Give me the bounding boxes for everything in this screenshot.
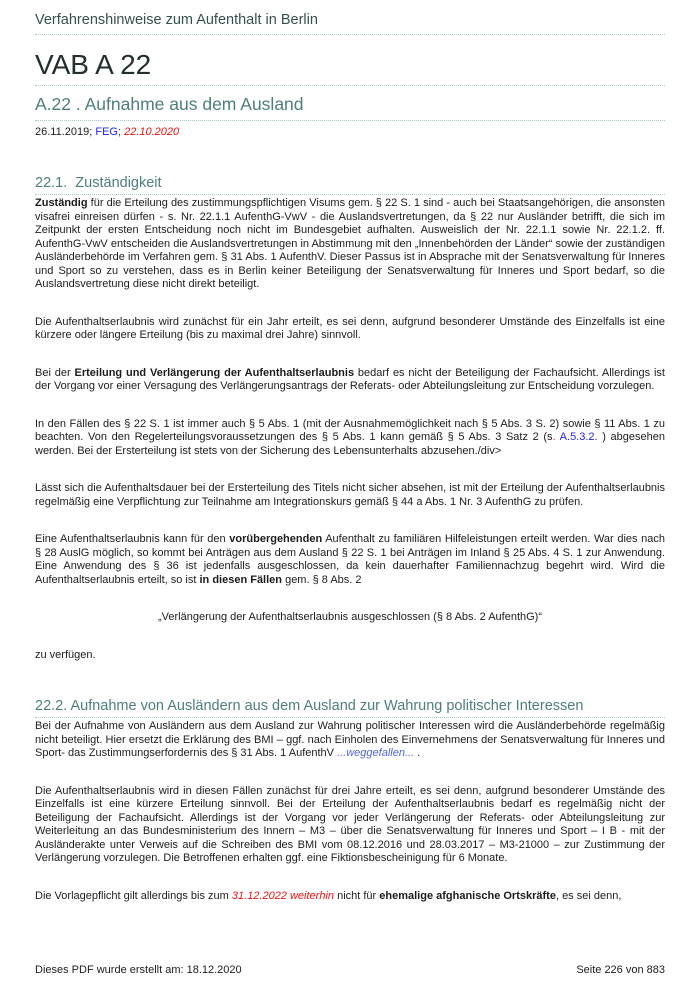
deadline-date-red: 31.12.2022 weiterhin <box>231 889 335 902</box>
text-run: gem. § 8 Abs. 2 <box>282 573 362 586</box>
text-run: ehemalige afghanische Ortskräfte <box>379 889 556 902</box>
text-run: bedarf es nicht der Beteiligung der Fachaufsicht. Allerdings ist der Vorgang vor einer Versagung des Verlängerungsantrags der Referats- oder Abteilungsleitung zur Entscheidung vorzulegen. <box>35 366 665 392</box>
document-header <box>35 12 665 139</box>
text-run: Zuständig <box>35 197 88 209</box>
document-title: Verfahrenshinweise zum Aufenthalt in Berlin <box>35 12 665 35</box>
section-heading-22-1: 22.1. Zuständigkeit <box>35 175 665 195</box>
text-run: 26.11.2019; <box>35 126 96 138</box>
paragraph <box>35 418 665 459</box>
text-run: Bei der Aufnahme von Ausländern aus dem Ausland zur Wahrung politischer Interessen wird die Ausländerbehörde regelmäßig nicht beteiligt. Hier ersetzt die Erklärung des BMI – ggf. nach Einholen des Einvernehmens der Senatsverwaltung für Inneres und Sport- das Zustimmungserfordernis des § 31 Abs. 1 AufenthV <box>35 720 665 759</box>
paragraph <box>35 649 665 663</box>
text-run: Bei der <box>35 366 75 379</box>
text-run: Erteilung und Verlängerung der Aufenthaltserlaubnis <box>74 366 355 379</box>
page-footer <box>35 964 665 977</box>
section-heading-22-2: 22.2. Aufnahme von Ausländern aus dem Ausland zur Wahrung politischer Interessen <box>35 698 665 718</box>
text-run: Lässt sich die Aufenthaltsdauer bei der Ersterteilung des Titels nicht sicher absehen, ist mit der Erteilung der Aufenthaltserlaubnis regelmäßig eine Verpflichtung zur Teilnahme am Integrationskurs gemäß § 44 a Abs. 1 Nr. 3 AufenthG zu prüfen. <box>35 482 665 508</box>
paragraph <box>35 482 665 509</box>
text-run: In den Fällen des § 22 S. 1 ist immer auch § 5 Abs. 1 (mit der Ausnahmemöglichkeit nach § 5 Abs. 3 S. 2) sowie § 11 Abs. 1 zu beachten. Von den Regelerteilungsvoraussetzungen des § 5 Abs. 1 kann gemäß § 5 Abs. 3 Satz 2 (s <box>35 417 665 443</box>
paragraph <box>35 533 665 587</box>
text-run: zu verfügen. <box>35 648 96 661</box>
weggefallen-link[interactable]: ...weggefallen... <box>337 747 415 759</box>
paragraph <box>35 720 665 761</box>
revision-date-red: 22.10.2020 <box>124 126 180 138</box>
text-run: ) abgesehen werden. Bei der Ersterteilung ist stets von der Sicherung des Lebensunterhalts abzusehen./div> <box>35 431 666 457</box>
vab-code-heading: VAB A 22 <box>35 49 665 86</box>
paragraph <box>35 316 665 343</box>
section-body-22-1 <box>35 197 665 662</box>
text-run: Die Aufenthaltserlaubnis wird in diesen Fällen zunächst für drei Jahre erteilt, es sei denn, aufgrund besonderer Umstände des Einzelfalls ist eine kürzere Erteilung sinnvoll. Bei der Erteilung der Aufenthaltserlaubnis bedarf es regelmäßig nicht der Beteiligung der Fachaufsicht. Allerdings ist der Vorgang vor jeder Verlängerung der Referats- oder Abteilungsleitung zur Weiterleitung an das Bundesministerium des Innern – M3 – über die Senatsverwaltung für Inneres und Sport – I B - mit der Ausländerakte unter Verweis auf die Schreiben des BMI vom 08.12.2016 und 28.03.2017 – M3-21000 – zur Zustimmung der Verlängerung vorzulegen. Die Betroffenen erhalten ggf. eine Fiktionsbescheinigung für 6 Monate. <box>35 784 665 864</box>
text-run: „Verlängerung der Aufenthaltserlaubnis ausgeschlossen (§ 8 Abs. 2 AufenthG)“ <box>157 611 543 623</box>
pdf-created-date: Dieses PDF wurde erstellt am: 18.12.2020 <box>35 964 242 976</box>
block-quote <box>35 611 665 625</box>
section-22-1 <box>35 175 665 662</box>
text-run: Die Aufenthaltserlaubnis wird zunächst für ein Jahr erteilt, es sei denn, aufgrund besonderer Umstände des Einzelfalls ist eine kürzere oder längere Erteilung (bis zu maximal drei Jahre) sinnvoll. <box>35 315 665 341</box>
text-run: für die Erteilung des zustimmungspflichtigen Visums gem. § 22 S. 1 sind - auch bei Staatsangehörigen, die ansonsten visafrei einreisen dürfen - s. Nr. 22.1.1 AufenthG-VwV - die Auslandsvertretungen, da § 22 nur Ausländer betrifft, die sich im Zeitpunkt der ersten Entscheidung noch nicht im Bundesgebiet aufhalten. Ausweislich der Nr. 22.1.1 sowie Nr. 22.1.2. ff. AufenthG-VwV entscheiden die Auslandsvertretungen in Abstimmung mit den „Innenbehörden der Länder“ sowie der zuständigen Ausländerbehörde im Verfahren gem. § 31 Abs. 1 AufenthV. Dieser Passus ist in Absprache mit der Senatsverwaltung für Inneres und Sport so zu verstehen, dass es in Berlin keiner Beteiligung der Senatsverwaltung für Inneres und Sport bedarf, so die Auslandsvertretung diese nicht direkt beteiligt. <box>35 197 665 290</box>
text-run: . <box>552 431 556 443</box>
feg-link[interactable]: FEG; <box>95 126 122 138</box>
paragraph <box>35 367 665 394</box>
section-22-2 <box>35 698 665 903</box>
text-run: . <box>414 747 421 759</box>
text-run: Eine Aufenthaltserlaubnis kann für den <box>35 533 230 545</box>
cross-reference-link[interactable]: A.5.3.2. <box>559 431 598 443</box>
chapter-heading: A.22 . Aufnahme aus dem Ausland <box>35 94 665 121</box>
text-run: Aufenthalt zu familiären Hilfeleistungen erteilt werden. War dies nach § 28 AuslG möglich, so kommt bei Anträgen aus dem Ausland § 22 S. 1 bei Anträgen im Inland § 25 Abs. 4 S. 1 zur Anwendung. Eine Anwendung des § 36 ist jedenfalls ausgeschlossen, da kein dauerhafter Familiennachzug begehrt wird. Wird die Aufenthaltserlaubnis erteilt, so ist <box>35 533 665 586</box>
text-run: Die Vorlagepflicht gilt allerdings bis zum <box>35 889 232 902</box>
text-run: , es sei denn, <box>555 889 622 902</box>
text-run: in diesen Fällen <box>199 573 283 586</box>
revision-dates-line <box>35 126 665 139</box>
paragraph <box>35 785 665 866</box>
text-run: nicht für <box>334 889 380 902</box>
section-body-22-2 <box>35 720 665 903</box>
paragraph <box>35 197 665 292</box>
text-run: vorübergehenden <box>229 533 323 545</box>
page-number: Seite 226 von 883 <box>576 964 665 976</box>
paragraph <box>35 890 665 904</box>
